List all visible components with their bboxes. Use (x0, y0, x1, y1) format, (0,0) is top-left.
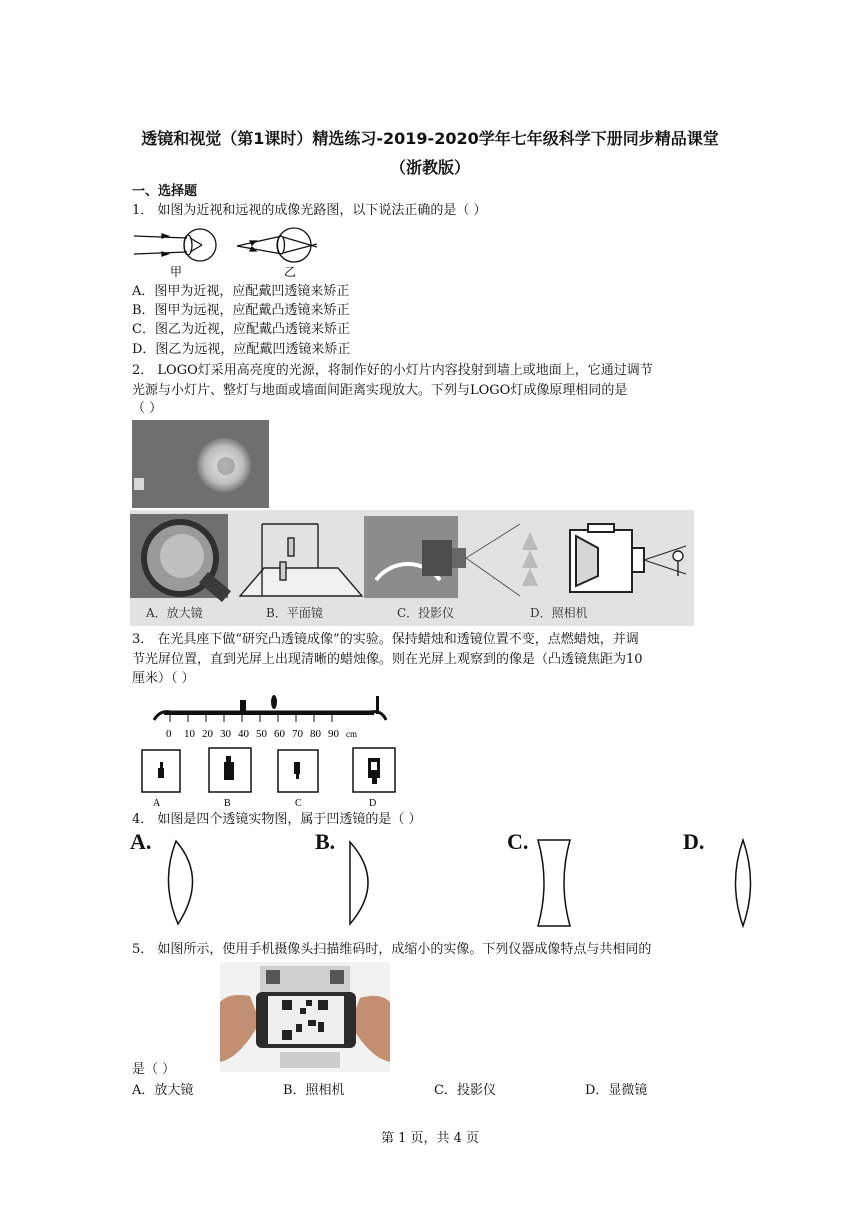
q2-caption-a: A．放大镜 (146, 606, 203, 620)
q3-image-choices (140, 746, 400, 810)
ruler-tick-10: 10 (184, 728, 195, 740)
ruler-tick-80: 80 (310, 728, 321, 740)
eye-diagram-a (134, 229, 216, 261)
choice-label-b: B (224, 798, 231, 809)
question-3-stem-line1: 3． 在光具座下做“研究凸透镜成像”的实验。保持蜡烛和透镜位置不变，点燃蜡烛，并调 (132, 632, 639, 647)
q2-caption-c: C．投影仪 (397, 606, 455, 620)
q5-option-b: B．照相机 (283, 1083, 345, 1098)
ruler-tick-20: 20 (202, 728, 213, 740)
eye-label-a: 甲 (170, 265, 183, 278)
ruler-unit: cm (346, 729, 357, 739)
page-subtitle: （浙教版） (389, 158, 470, 177)
q4-label-c: C. (507, 829, 529, 854)
section-heading: 一、选择题 (132, 184, 198, 199)
q5-option-a: A．放大镜 (132, 1083, 194, 1098)
question-3-stem-line2: 节光屏位置，直到光屏上出现清晰的蜡烛像。则在光屏上观察到的像是（凸透镜焦距为10 (132, 652, 643, 667)
lens-d-biconvex (728, 838, 758, 928)
ruler-tick-30: 30 (220, 728, 231, 740)
question-5-stem: 5． 如图所示，使用手机摄像头扫描维码时，成缩小的实像。下列仪器成像特点与共相同的 (132, 942, 652, 957)
ruler-tick-50: 50 (256, 728, 267, 740)
question-2-stem-line1: 2． LOGO灯采用高亮度的光源，将制作好的小灯片内容投射到墙上或地面上，它通过调节 (132, 363, 653, 378)
ruler-tick-0: 0 (166, 728, 172, 740)
page-title: 透镜和视觉（第1课时）精选练习-2019-2020学年七年级科学下册同步精品课堂 (141, 129, 719, 148)
q4-label-a: A. (130, 829, 152, 854)
q5-option-c: C．投影仪 (434, 1083, 496, 1098)
q1-option-a: A．图甲为近视，应配戴凹透镜来矫正 (132, 284, 350, 299)
ruler-tick-70: 70 (292, 728, 303, 740)
choice-label-a: A (153, 798, 161, 809)
choice-label-c: C (295, 798, 302, 809)
question-2-stem-line2: 光源与小灯片、整灯与地面或墙面间距离实现放大。下列与LOGO灯成像原理相同的是 (132, 383, 628, 398)
choice-label-d: D (369, 798, 377, 809)
question-5-stem-end: 是（ ） (132, 1062, 176, 1077)
magnifier-image (130, 514, 231, 602)
q2-caption-b: B．平面镜 (266, 606, 323, 620)
q4-label-d: D. (683, 829, 705, 854)
q1-eye-diagram (132, 222, 317, 278)
q1-option-c: C．图乙为近视，应配戴凸透镜来矫正 (132, 322, 350, 337)
question-2-stem-line3: （ ） (132, 401, 163, 416)
ruler-tick-60: 60 (274, 728, 285, 740)
ruler-tick-40: 40 (238, 728, 249, 740)
q2-caption-d: D．照相机 (530, 606, 588, 620)
lens-c-concave (534, 838, 574, 928)
eye-label-b: 乙 (284, 265, 297, 278)
question-1-stem: 1． 如图为近视和远视的成像光路图，以下说法正确的是（ ） (132, 203, 487, 218)
lens-b-half-convex (346, 840, 380, 926)
question-4-stem: 4． 如图是四个透镜实物图，属于凹透镜的是（ ） (132, 812, 422, 827)
eye-diagram-b (237, 228, 317, 262)
q1-option-d: D．图乙为远视，应配戴凹透镜来矫正 (132, 342, 351, 357)
q1-option-b: B．图甲为远视，应配戴凸透镜来矫正 (132, 303, 350, 318)
logo-lamp-photo (132, 420, 269, 508)
q5-option-d: D．显微镜 (585, 1083, 648, 1098)
lens-a-plano-convex (160, 838, 206, 928)
ruler-tick-90: 90 (328, 728, 339, 740)
q4-label-b: B. (315, 829, 336, 854)
optical-bench-figure (150, 692, 390, 744)
page-footer: 第 1 页，共 4 页 (380, 1131, 480, 1146)
question-3-stem-line3: 厘米）（ ） (132, 671, 195, 686)
phone-scanning-qr-photo (220, 962, 390, 1072)
